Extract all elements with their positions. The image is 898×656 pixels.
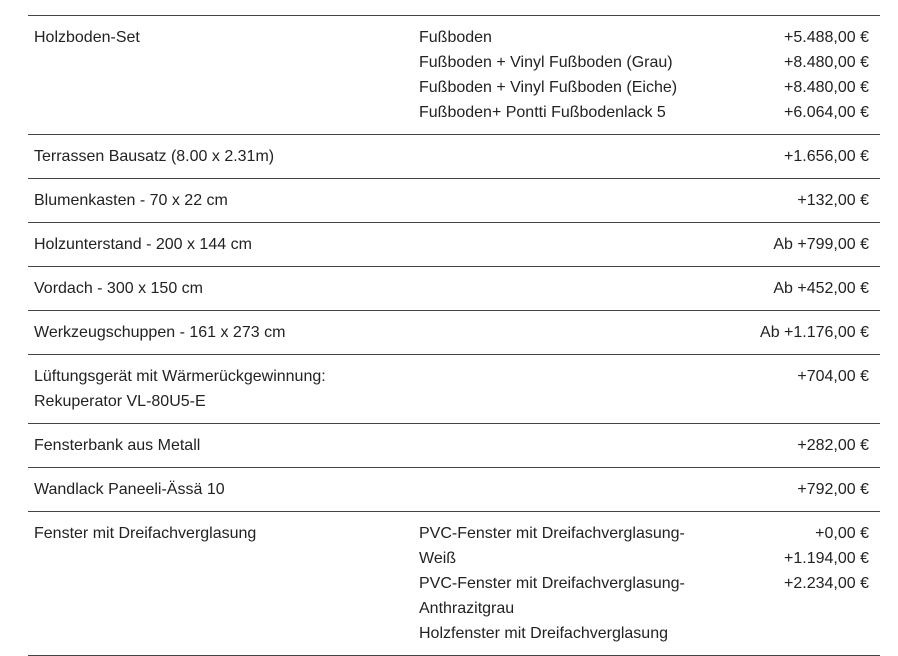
item-options: [419, 433, 719, 458]
item-name-line: Lüftungsgerät mit Wärmerückgewinnung:: [34, 368, 326, 385]
item-prices: [719, 144, 869, 169]
item-name-line: Holzboden-Set: [34, 29, 140, 46]
item-prices: [719, 477, 869, 502]
price-value: Ab +799,00 €: [773, 236, 869, 253]
table-row: [28, 222, 880, 266]
item-name: [34, 364, 419, 414]
item-options: [419, 144, 719, 169]
option-label: Anthrazitgrau: [419, 600, 515, 617]
option-label: Weiß: [419, 550, 457, 567]
price-value: +2.234,00 €: [784, 575, 869, 592]
item-name-line: Fensterbank aus Metall: [34, 437, 201, 454]
table-row: [28, 310, 880, 354]
option-label: Fußboden + Vinyl Fußboden (Eiche): [419, 79, 678, 96]
item-options: [419, 276, 719, 301]
item-name: [34, 188, 419, 213]
item-prices: [719, 433, 869, 458]
table-row: [28, 15, 880, 134]
item-name: [34, 521, 419, 646]
price-value: +8.480,00 €: [784, 79, 869, 96]
item-options: [419, 320, 719, 345]
option-label: PVC-Fenster mit Dreifachverglasung-: [419, 575, 685, 592]
item-name-line: Rekuperator VL-80U5-E: [34, 393, 206, 410]
price-value: +1.194,00 €: [784, 550, 869, 567]
table-row: [28, 134, 880, 178]
option-label: Fußboden + Vinyl Fußboden (Grau): [419, 54, 673, 71]
item-name-line: Wandlack Paneeli-Ässä 10: [34, 481, 225, 498]
table-row: [28, 423, 880, 467]
table-row: [28, 354, 880, 423]
price-value: +132,00 €: [797, 192, 869, 209]
item-prices: [719, 320, 869, 345]
option-label: PVC-Fenster mit Dreifachverglasung-: [419, 525, 685, 542]
item-options: [419, 188, 719, 213]
item-options: [419, 521, 719, 646]
price-value: +8.480,00 €: [784, 54, 869, 71]
item-prices: [719, 276, 869, 301]
item-prices: [719, 188, 869, 213]
price-value: +1.656,00 €: [784, 148, 869, 165]
price-value: +282,00 €: [797, 437, 869, 454]
item-name: [34, 276, 419, 301]
item-name-line: Vordach - 300 x 150 cm: [34, 280, 203, 297]
table-row: [28, 467, 880, 511]
item-name: [34, 25, 419, 125]
price-value: Ab +1.176,00 €: [760, 324, 869, 341]
price-value: +5.488,00 €: [784, 29, 869, 46]
table-row: [28, 266, 880, 310]
price-value: Ab +452,00 €: [773, 280, 869, 297]
item-options: [419, 477, 719, 502]
item-options: [419, 364, 719, 414]
item-name: [34, 433, 419, 458]
item-name-line: Werkzeugschuppen - 161 x 273 cm: [34, 324, 286, 341]
item-options: [419, 232, 719, 257]
item-name: [34, 320, 419, 345]
option-label: Fußboden+ Pontti Fußbodenlack 5: [419, 104, 666, 121]
option-label: Fußboden: [419, 29, 492, 46]
item-prices: [719, 521, 869, 646]
item-name: [34, 477, 419, 502]
item-name: [34, 232, 419, 257]
price-value: +6.064,00 €: [784, 104, 869, 121]
price-value: +792,00 €: [797, 481, 869, 498]
price-value: +704,00 €: [797, 368, 869, 385]
option-label: Holzfenster mit Dreifachverglasung: [419, 625, 668, 642]
price-options-table: [28, 15, 880, 656]
table-row: [28, 511, 880, 656]
item-name: [34, 144, 419, 169]
item-name-line: Blumenkasten - 70 x 22 cm: [34, 192, 228, 209]
item-name-line: Terrassen Bausatz (8.00 x 2.31m): [34, 148, 275, 165]
item-name-line: Fenster mit Dreifachverglasung: [34, 525, 257, 542]
item-prices: [719, 364, 869, 414]
item-prices: [719, 232, 869, 257]
item-prices: [719, 25, 869, 125]
item-name-line: Holzunterstand - 200 x 144 cm: [34, 236, 252, 253]
table-row: [28, 178, 880, 222]
item-options: [419, 25, 719, 125]
price-value: +0,00 €: [815, 525, 869, 542]
